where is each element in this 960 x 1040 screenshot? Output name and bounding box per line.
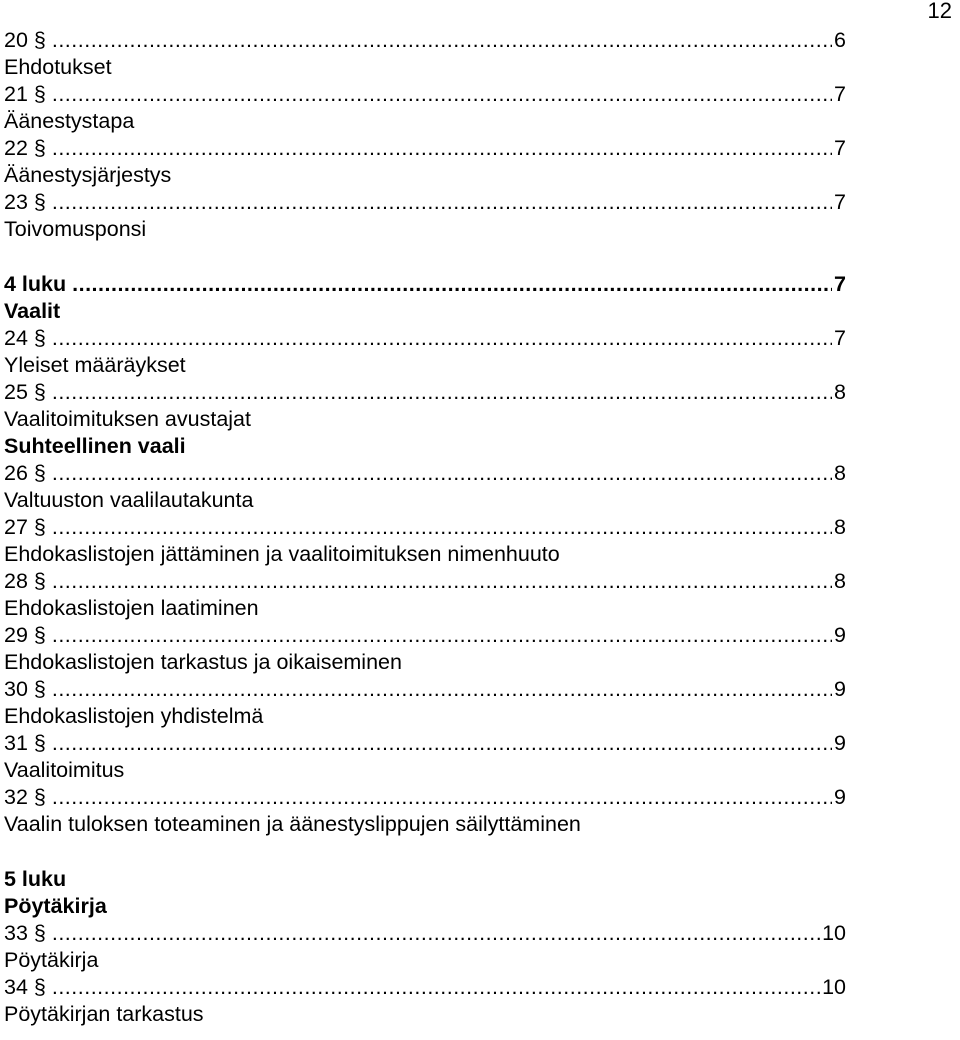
toc-entry-28[interactable]	[4, 568, 846, 595]
toc-entry-title: Vaalitoimitus	[4, 758, 125, 782]
toc-entry-page: 9	[834, 731, 846, 755]
dot-leader	[46, 676, 832, 703]
toc-entry-number: 23 §	[4, 190, 46, 214]
toc-entry-22[interactable]	[4, 135, 846, 162]
dot-leader	[46, 81, 832, 108]
toc-entry-page: 8	[834, 515, 846, 539]
dot-leader	[46, 974, 820, 1001]
dot-leader	[46, 379, 832, 406]
dot-leader	[46, 460, 832, 487]
toc-entry-title: Äänestystapa	[4, 109, 135, 133]
dot-leader	[46, 325, 832, 352]
toc-entry-title: Toivomusponsi	[4, 217, 147, 241]
toc-entry-number: 27 §	[4, 515, 46, 539]
toc-entry-number: 31 §	[4, 731, 46, 755]
toc-chapter-number: 4 luku	[4, 272, 67, 296]
toc-entry-title: Yleiset määräykset	[4, 353, 186, 377]
toc-entry-21[interactable]	[4, 81, 846, 108]
toc-entry-number: 32 §	[4, 785, 46, 809]
toc-entry-page: 9	[834, 785, 846, 809]
toc-entry-27[interactable]	[4, 514, 846, 541]
toc-subheading: Suhteellinen vaali	[4, 434, 186, 458]
dot-leader	[46, 784, 832, 811]
dot-leader	[66, 271, 832, 298]
toc-entry-29[interactable]	[4, 622, 846, 649]
toc-entry-page: 8	[834, 461, 846, 485]
toc-entry-title: Äänestysjärjestys	[4, 163, 172, 187]
toc-entry-title: Ehdotukset	[4, 55, 112, 79]
toc-entry-page: 7	[834, 190, 846, 214]
toc-entry-34[interactable]	[4, 974, 846, 1001]
toc-entry-page: 9	[834, 623, 846, 647]
toc-entry-number: 34 §	[4, 975, 46, 999]
table-of-contents	[4, 27, 846, 1028]
toc-entry-page: 8	[834, 569, 846, 593]
toc-entry-number: 26 §	[4, 461, 46, 485]
toc-entry-33[interactable]	[4, 920, 846, 947]
toc-entry-24[interactable]	[4, 325, 846, 352]
toc-entry-31[interactable]	[4, 730, 846, 757]
toc-entry-title: Ehdokaslistojen jättäminen ja vaalitoimituksen nimenhuuto	[4, 542, 560, 566]
spacer	[4, 838, 846, 866]
page-number: 12	[927, 0, 952, 23]
dot-leader	[46, 189, 832, 216]
toc-chapter-title: Pöytäkirja	[4, 894, 107, 918]
toc-entry-20[interactable]	[4, 27, 846, 54]
toc-chapter-title: Vaalit	[4, 299, 61, 323]
toc-entry-number: 33 §	[4, 921, 46, 945]
toc-entry-number: 24 §	[4, 326, 46, 350]
toc-entry-number: 28 §	[4, 569, 46, 593]
dot-leader	[46, 730, 832, 757]
toc-chapter-4[interactable]	[4, 271, 846, 298]
spacer	[4, 243, 846, 271]
toc-entry-number: 30 §	[4, 677, 46, 701]
toc-entry-page: 6	[834, 28, 846, 52]
toc-entry-page: 9	[834, 677, 846, 701]
toc-entry-title: Ehdokaslistojen laatiminen	[4, 596, 259, 620]
toc-entry-32[interactable]	[4, 784, 846, 811]
dot-leader	[46, 568, 832, 595]
toc-entry-page: 8	[834, 380, 846, 404]
toc-entry-23[interactable]	[4, 189, 846, 216]
toc-entry-title: Valtuuston vaalilautakunta	[4, 488, 254, 512]
toc-entry-page: 10	[822, 975, 846, 999]
toc-entry-title: Pöytäkirjan tarkastus	[4, 1002, 204, 1026]
toc-entry-page: 7	[834, 326, 846, 350]
toc-entry-number: 22 §	[4, 136, 46, 160]
toc-entry-title: Vaalin tuloksen toteaminen ja äänestyslippujen säilyttäminen	[4, 812, 581, 836]
toc-entry-title: Ehdokaslistojen tarkastus ja oikaiseminen	[4, 650, 402, 674]
toc-entry-page: 7	[834, 82, 846, 106]
toc-entry-title: Ehdokaslistojen yhdistelmä	[4, 704, 264, 728]
toc-entry-title: Vaalitoimituksen avustajat	[4, 407, 251, 431]
dot-leader	[46, 514, 832, 541]
toc-entry-26[interactable]	[4, 460, 846, 487]
toc-entry-title: Pöytäkirja	[4, 948, 99, 972]
toc-entry-25[interactable]	[4, 379, 846, 406]
toc-entry-number: 25 §	[4, 380, 46, 404]
toc-entry-30[interactable]	[4, 676, 846, 703]
dot-leader	[46, 135, 832, 162]
toc-entry-number: 29 §	[4, 623, 46, 647]
dot-leader	[46, 622, 832, 649]
dot-leader	[46, 920, 820, 947]
toc-entry-page: 7	[834, 136, 846, 160]
toc-chapter-page: 7	[834, 272, 846, 296]
toc-chapter-5-number[interactable]: 5 luku	[4, 867, 67, 891]
toc-entry-number: 20 §	[4, 28, 46, 52]
toc-entry-page: 10	[822, 921, 846, 945]
dot-leader	[46, 27, 832, 54]
toc-entry-number: 21 §	[4, 82, 46, 106]
